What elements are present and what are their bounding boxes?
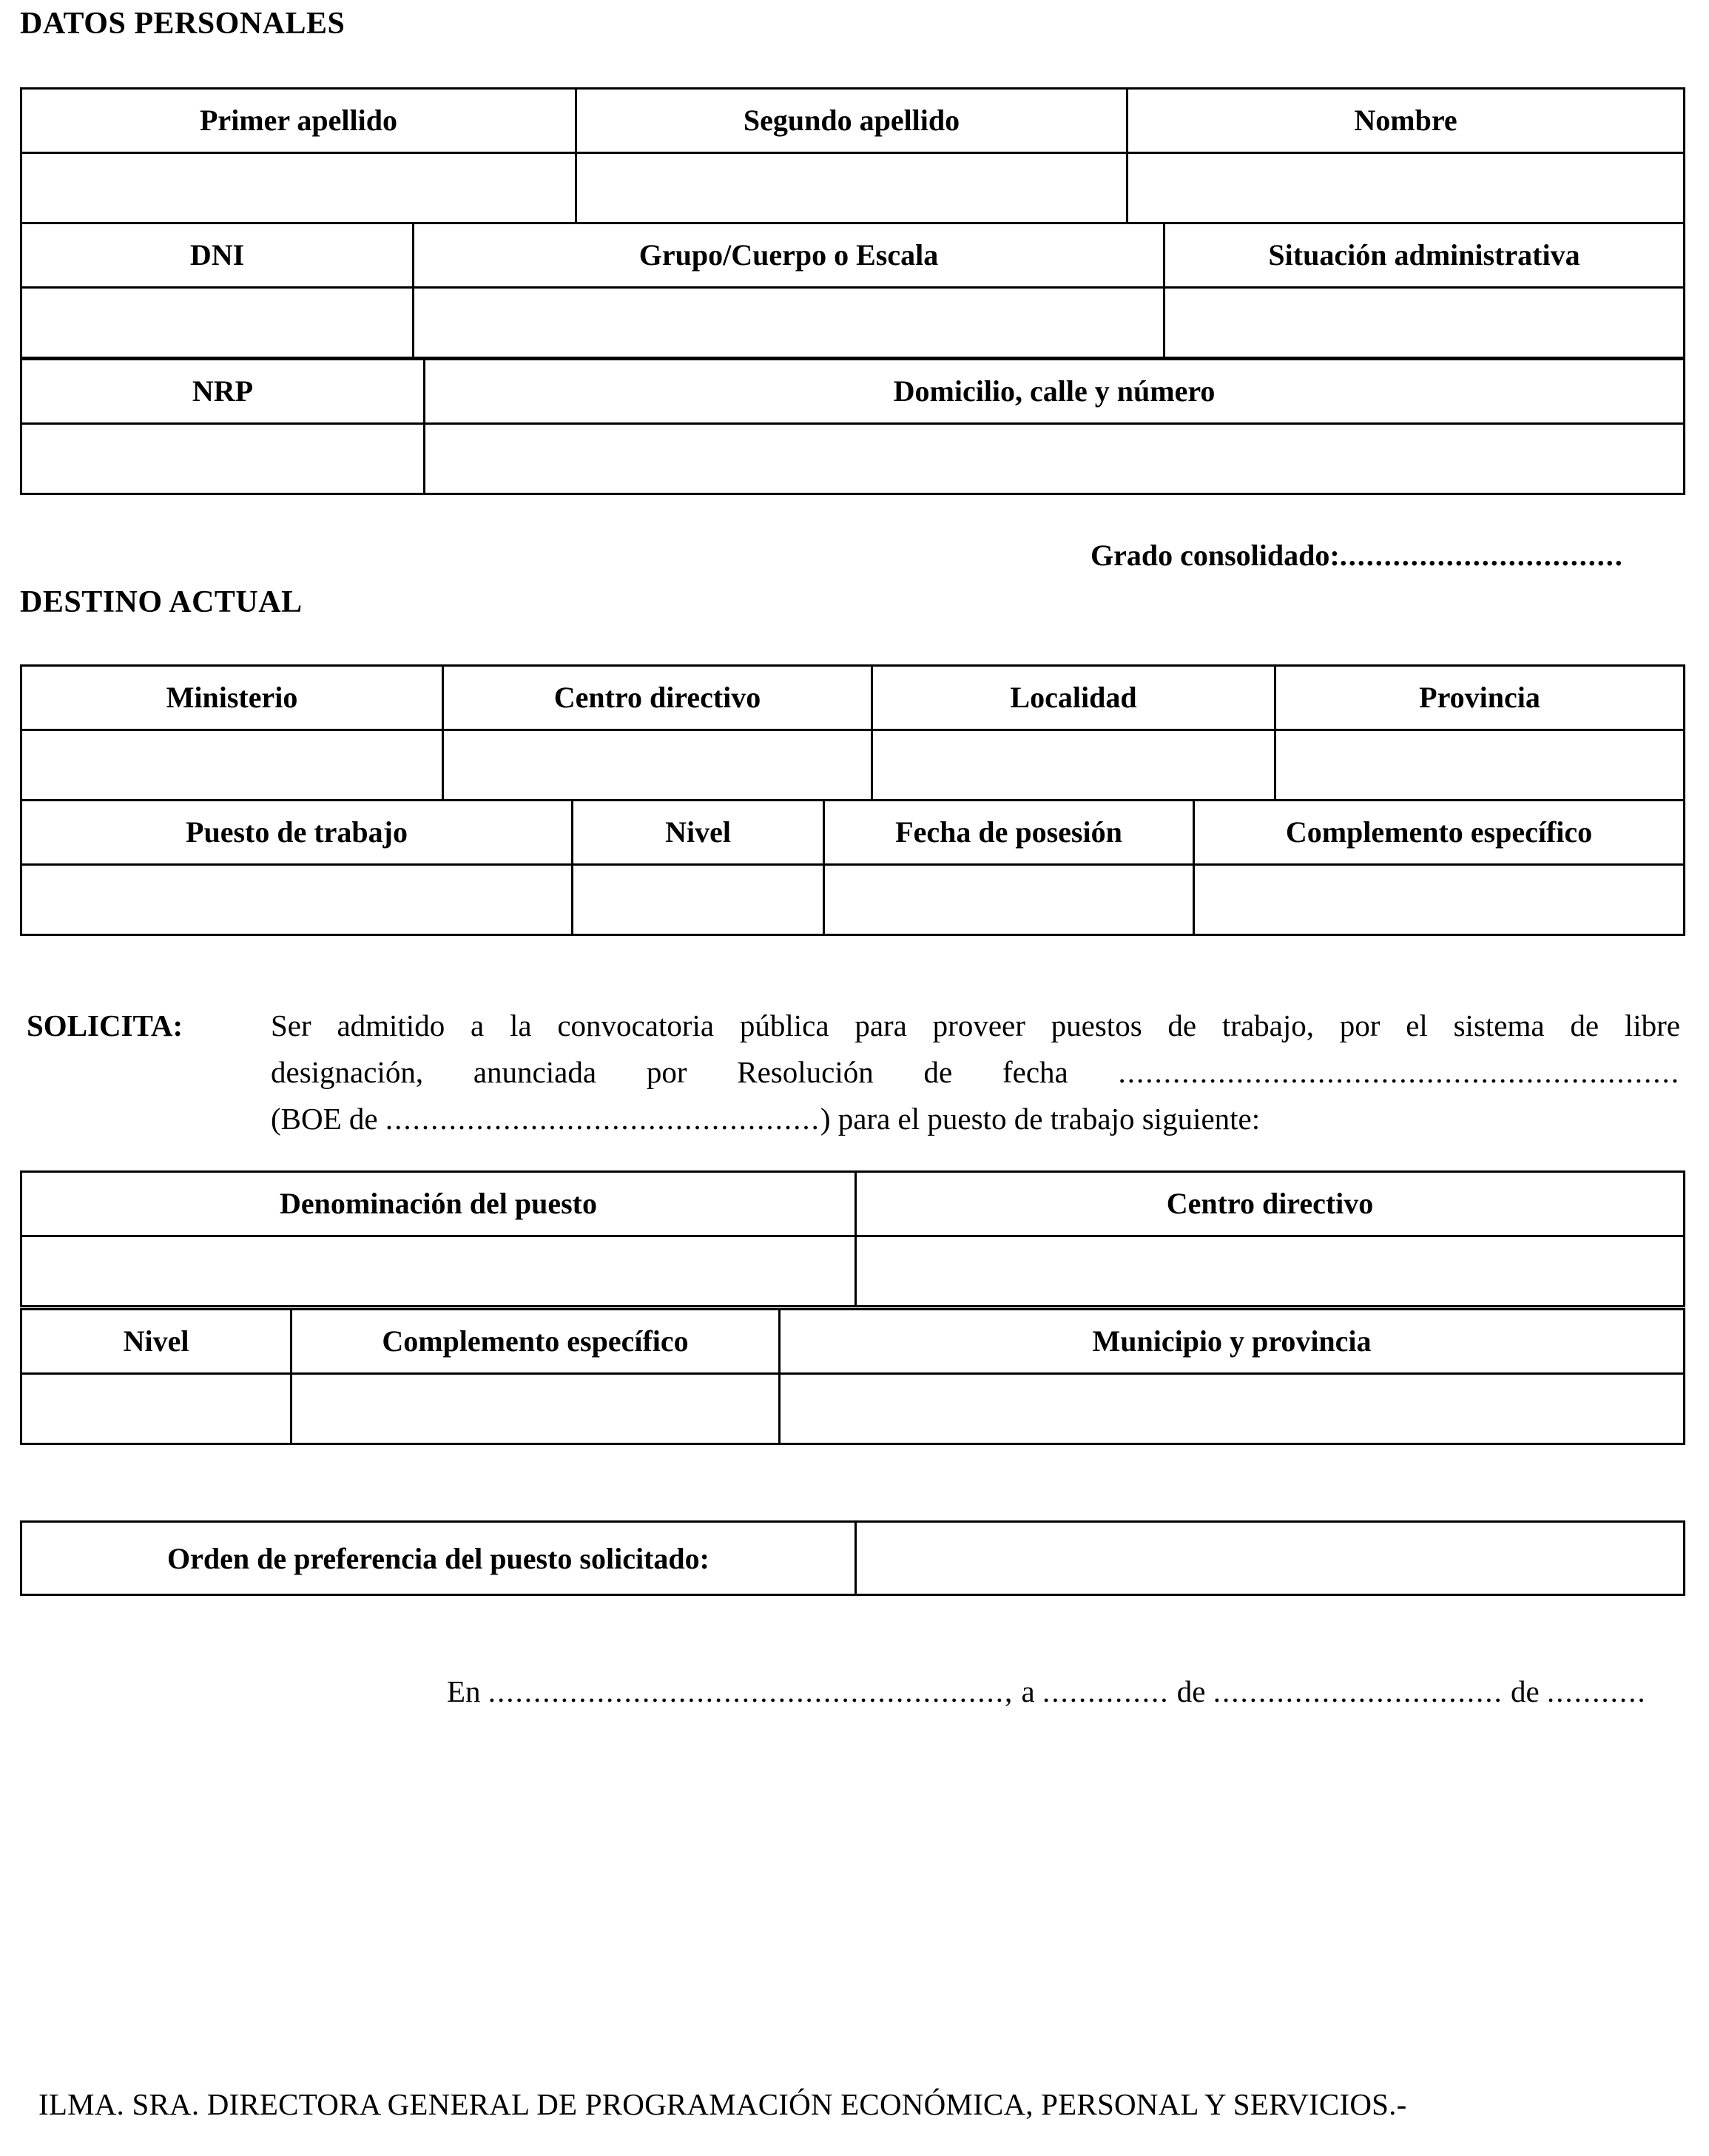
table-row [21,865,1685,935]
cell-centro-directivo-solicitado-label: Centro directivo [856,1172,1685,1236]
cell-centro-directivo-label: Centro directivo [443,666,872,730]
destino-actual-table [20,664,1685,801]
solicita-resolucion-fecha-field[interactable]: .............................................................. [1118,1055,1681,1089]
cell-ministerio-label: Ministerio [21,666,443,730]
puesto-solicitado-table-2 [20,1308,1685,1445]
table-row [21,801,1685,865]
cell-puesto-de-trabajo-label: Puesto de trabajo [21,801,573,865]
field-fecha-de-posesion[interactable] [824,865,1194,935]
table-row [21,1310,1685,1374]
cell-fecha-de-posesion-label: Fecha de posesión [824,801,1194,865]
table-row [21,730,1685,801]
table-row [21,153,1685,223]
orden-preferencia-label: Orden de preferencia del puesto solicitado: [21,1522,856,1595]
table-row [21,1522,1685,1595]
grado-consolidado-label: Grado consolidado: [1091,539,1340,572]
fecha-anio-field[interactable]: ........... [1546,1674,1647,1708]
field-provincia[interactable] [1275,730,1685,801]
solicita-boe-open: (BOE de [271,1102,378,1136]
table-row [21,89,1685,153]
field-grupo-cuerpo-escala[interactable] [414,288,1164,358]
table-row [21,1236,1685,1307]
field-nivel-solicitado[interactable] [21,1374,291,1444]
field-centro-directivo-solicitado[interactable] [856,1236,1685,1307]
field-primer-apellido[interactable] [21,153,576,223]
field-complemento-especifico[interactable] [1194,865,1685,935]
table-row [21,288,1685,358]
table-row [21,360,1685,424]
field-segundo-apellido[interactable] [576,153,1127,223]
solicita-line-2-text: designación, anunciada por Resolución de fecha [271,1055,1068,1089]
table-row [21,1374,1685,1444]
field-municipio-y-provincia[interactable] [780,1374,1685,1444]
cell-grupo-cuerpo-escala-label: Grupo/Cuerpo o Escala [414,223,1164,288]
field-ministerio[interactable] [21,730,443,801]
fecha-en-label: En [447,1674,481,1708]
fecha-dia-field[interactable]: .............. [1042,1674,1170,1708]
cell-municipio-y-provincia-label: Municipio y provincia [780,1310,1685,1374]
cell-provincia-label: Provincia [1275,666,1685,730]
cell-localidad-label: Localidad [872,666,1275,730]
cell-nivel-label: Nivel [573,801,824,865]
field-nombre[interactable] [1127,153,1685,223]
datos-personales-heading: DATOS PERSONALES [20,7,345,41]
cell-primer-apellido-label: Primer apellido [21,89,576,153]
cell-dni-label: DNI [21,223,414,288]
field-localidad[interactable] [872,730,1275,801]
table-row [21,666,1685,730]
orden-preferencia-table [20,1520,1685,1596]
destino-actual-heading: DESTINO ACTUAL [20,585,303,619]
field-complemento-especifico-solicitado[interactable] [291,1374,780,1444]
table-row [21,424,1685,494]
datos-personales-table-2 [20,222,1685,359]
cell-nivel-solicitado-label: Nivel [21,1310,291,1374]
cell-situacion-administrativa-label: Situación administrativa [1164,223,1685,288]
grado-consolidado-line [1091,538,1624,573]
field-centro-directivo[interactable] [443,730,872,801]
cell-denominacion-del-puesto-label: Denominación del puesto [21,1172,856,1236]
solicita-line-2 [271,1049,1680,1096]
field-dni[interactable] [21,288,414,358]
solicita-label: SOLICITA: [27,1008,183,1042]
field-situacion-administrativa[interactable] [1164,288,1685,358]
fecha-lugar-field[interactable]: ........................................................., [488,1674,1014,1708]
puesto-solicitado-table [20,1170,1685,1307]
fecha-mes-field[interactable]: ................................ [1213,1674,1503,1708]
solicita-line-3 [271,1096,1680,1142]
cell-domicilio-label: Domicilio, calle y número [425,360,1685,424]
destinatario-footer: ILMA. SRA. DIRECTORA GENERAL DE PROGRAMACIÓN ECONÓMICA, PERSONAL Y SERVICIOS.- [38,2087,1407,2121]
field-domicilio[interactable] [425,424,1685,494]
cell-complemento-especifico-solicitado-label: Complemento específico [291,1310,780,1374]
solicita-line-1: Ser admitido a la convocatoria pública para proveer puestos de trabajo, por el sistema de libre [271,1008,1680,1042]
table-row [21,223,1685,288]
field-orden-preferencia[interactable] [856,1522,1685,1595]
fecha-de-label-2: de [1510,1674,1540,1708]
fecha-de-label-1: de [1176,1674,1206,1708]
solicita-boe-close: ) para el puesto de trabajo siguiente: [820,1102,1261,1136]
cell-complemento-especifico-label: Complemento específico [1194,801,1685,865]
fecha-lugar-line [447,1674,1647,1709]
datos-personales-table [20,87,1685,224]
cell-nrp-label: NRP [21,360,425,424]
field-denominacion-del-puesto[interactable] [21,1236,856,1307]
cell-segundo-apellido-label: Segundo apellido [576,89,1127,153]
field-puesto-de-trabajo[interactable] [21,865,573,935]
solicita-boe-field[interactable]: ................................................ [385,1102,820,1136]
solicita-block [27,1003,1680,1142]
table-row [21,1172,1685,1236]
datos-personales-table-3 [20,358,1685,495]
field-nivel[interactable] [573,865,824,935]
grado-consolidado-field[interactable]: ................................ [1339,539,1624,572]
destino-actual-table-2 [20,799,1685,936]
fecha-a-label: a [1021,1674,1035,1708]
solicita-text [271,1003,1680,1142]
cell-nombre-label: Nombre [1127,89,1685,153]
field-nrp[interactable] [21,424,425,494]
